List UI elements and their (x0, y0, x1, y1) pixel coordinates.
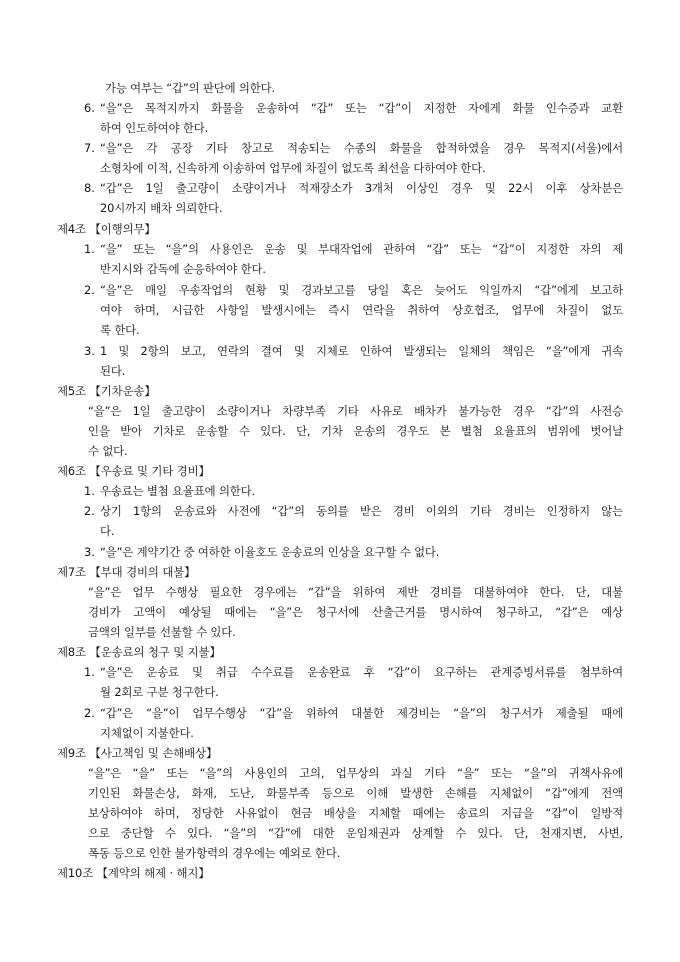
item-number: 3. (84, 545, 95, 559)
paragraph-line: 폭동 등으로 인한 불가항력의 경우에는 예외로 한다. (88, 846, 341, 860)
continuation-line: 가능 여부는 “갑”의 판단에 의한다. (105, 81, 275, 95)
item-text: 우송료는 별첨 요율표에 의한다. (100, 484, 255, 498)
article-5-heading: 제5조 【기차운송】 (57, 384, 156, 398)
item-text: 다. (100, 524, 115, 538)
item-number: 2. (84, 504, 95, 518)
paragraph-line: 금액의 일부를 선불할 수 있다. (88, 625, 236, 639)
article-7-heading: 제7조 【부대 경비의 대불】 (57, 565, 196, 579)
article-10-heading: 제10조 【계약의 해제 · 해지】 (57, 866, 210, 880)
paragraph-line: “을”은 1일 출고량이 소량이거나 차량부족 기타 사유로 배차가 불가능한 경우 “갑”의 사전승 (88, 404, 623, 418)
article-9-heading: 제9조 【사고책임 및 손해배상】 (57, 746, 218, 760)
item-number: 1. (84, 665, 95, 679)
paragraph-line: 경비가 고액이 예상될 때에는 “을”은 청구서에 산출근거를 명시하여 청구하고, “갑”은 예상 (88, 605, 623, 619)
item-text: “을”은 매일 우송작업의 현황 및 경과보고를 당일 혹은 늦어도 익일까지 “갑”에게 보고하 (100, 283, 623, 297)
item-text: 하여 인도하여야 한다. (100, 121, 209, 135)
paragraph-line: 인을 받아 기차로 운송할 수 있다. 단, 기차 운송의 경우도 본 별첨 요율표의 범위에 벗어날 (88, 424, 623, 438)
item-number: 1. (84, 242, 95, 256)
paragraph-line: “을”은 업무 수행상 필요한 경우에는 “갑”을 위하여 제반 경비를 대불하여야 한다. 단, 대불 (88, 585, 623, 599)
item-text: “을”은 계약기간 중 여하한 이율호도 운송료의 인상을 요구할 수 없다. (100, 545, 440, 559)
article-6-heading: 제6조 【우송료 및 기타 경비】 (57, 464, 210, 478)
item-text: “을” 또는 “을”의 사용인은 운송 및 부대작업에 관하여 “갑” 또는 “갑”이 지정한 자의 제 (100, 242, 623, 256)
item-text: 상기 1항의 운송료와 사전에 “갑”의 동의를 받은 경비 이외의 기타 경비는 인정하지 않는 (100, 504, 623, 518)
item-text: 여야 하며, 시급한 사항일 발생시에는 즉시 연락을 취하여 상호협조, 업무에 차질이 없도 (100, 303, 623, 317)
item-number: 7. (84, 141, 95, 155)
item-text: “을”은 각 공장 기타 창고로 적송되는 수종의 화물을 합적하였을 경우 목적지(서울)에서 (100, 141, 623, 155)
item-text: 1 및 2항의 보고, 연락의 결여 및 지체로 인하여 발생되는 일체의 책임은 “을”에게 귀속 (100, 344, 623, 358)
article-8-heading: 제8조 【운송료의 청구 및 지불】 (57, 645, 221, 659)
item-text: 월 2회로 구분 청구한다. (100, 685, 219, 699)
paragraph-line: 보상하여야 하며, 정당한 사유없이 현금 배상을 지체할 때에는 송료의 지급을 “갑”이 일방적 (88, 806, 623, 820)
item-number: 8. (84, 181, 95, 195)
item-text: 된다. (100, 364, 126, 378)
paragraph-line: “을”은 “을” 또는 “을”의 사용인의 고의, 업무상의 과실 기타 “을” 또는 “을”의 귀책사유에 (88, 766, 623, 780)
item-text: “갑”은 “을”이 업무수행상 “갑”을 위하여 대불한 제경비는 “을”의 청구서가 제출될 때에 (100, 706, 623, 720)
item-text: 록 한다. (100, 323, 140, 337)
item-text: 반지시와 감독에 순응하여야 한다. (100, 262, 266, 276)
item-text: “을”은 목적지까지 화물을 운송하여 “갑” 또는 “갑”이 지정한 자에게 화물 인수증과 교환 (100, 101, 623, 115)
item-number: 1. (84, 484, 95, 498)
item-text: 지체없이 지불한다. (100, 726, 194, 740)
item-text: “을”은 운송료 및 취급 수수료를 운송완료 후 “갑”이 요구하는 관계증빙서류를 첨부하여 (100, 665, 623, 679)
article-4-heading: 제4조 【이행의무】 (57, 222, 156, 236)
item-number: 2. (84, 706, 95, 720)
paragraph-line: 기인된 화물손상, 화재, 도난, 화물부족 등으로 이해 발생한 손해를 지체없이 “갑”에게 전액 (88, 786, 623, 800)
item-text: 소형차에 이적, 신속하게 이송하여 업무에 차질이 없도록 최선을 다하여야 한다. (100, 161, 486, 175)
item-number: 2. (84, 283, 95, 297)
paragraph-line: 으로 중단할 수 있다. “을”의 “갑”에 대한 운임채권과 상계할 수 있다. 단, 천재지변, 사변, (88, 826, 623, 840)
paragraph-line: 수 없다. (88, 444, 128, 458)
item-number: 6. (84, 101, 95, 115)
item-text: “갑”은 1일 출고량이 소량이거나 적재장소가 3개처 이상인 경우 및 22시 이후 상차분은 (100, 181, 623, 195)
item-text: 20시까지 배차 의뢰한다. (100, 201, 223, 215)
item-number: 3. (84, 344, 95, 358)
